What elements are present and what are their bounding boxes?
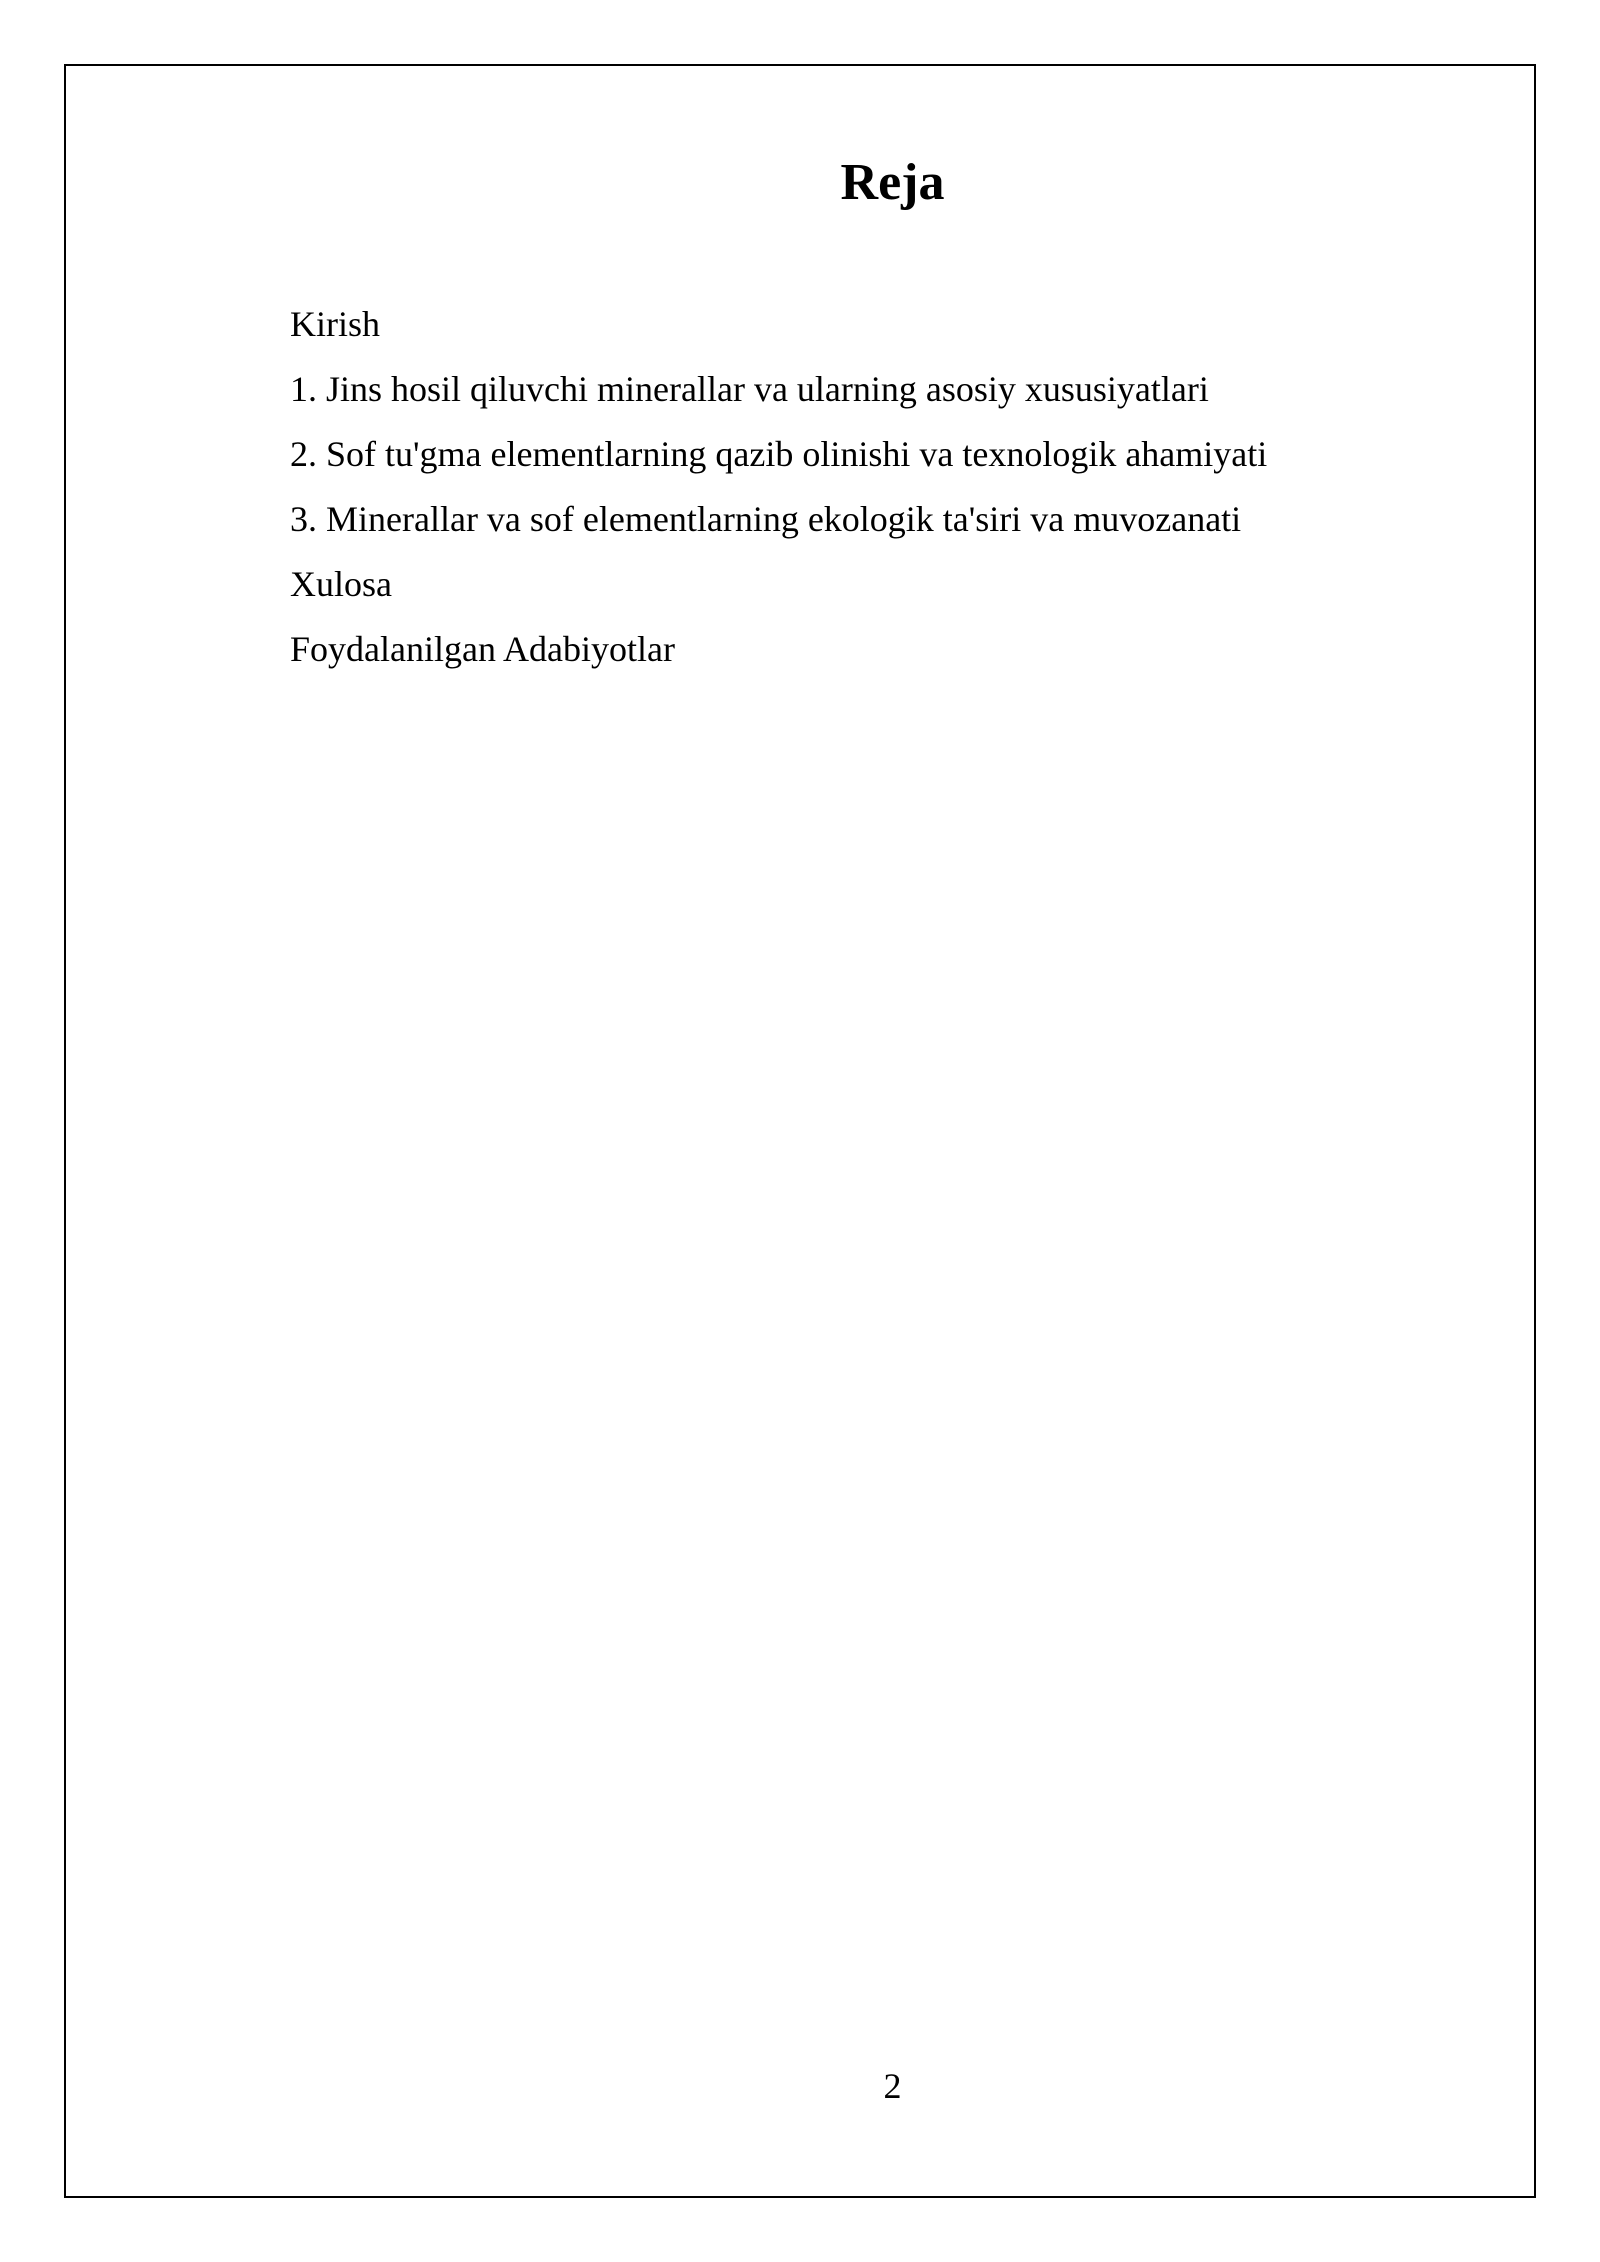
plan-item-2: 2. Sof tu'gma elementlarning qazib olinishi va texnologik ahamiyati: [290, 434, 1268, 474]
page-title: Reja: [840, 154, 945, 211]
page-number: 2: [883, 2066, 902, 2106]
plan-item-introduction: Kirish: [290, 304, 380, 344]
plan-item-conclusion: Xulosa: [290, 564, 392, 604]
plan-item-1: 1. Jins hosil qiluvchi minerallar va ularning asosiy xususiyatlari: [290, 369, 1209, 409]
plan-list: [290, 292, 1267, 682]
plan-item-3: 3. Minerallar va sof elementlarning ekologik ta'siri va muvozanati: [290, 499, 1242, 539]
plan-item-references: Foydalanilgan Adabiyotlar: [290, 629, 675, 669]
